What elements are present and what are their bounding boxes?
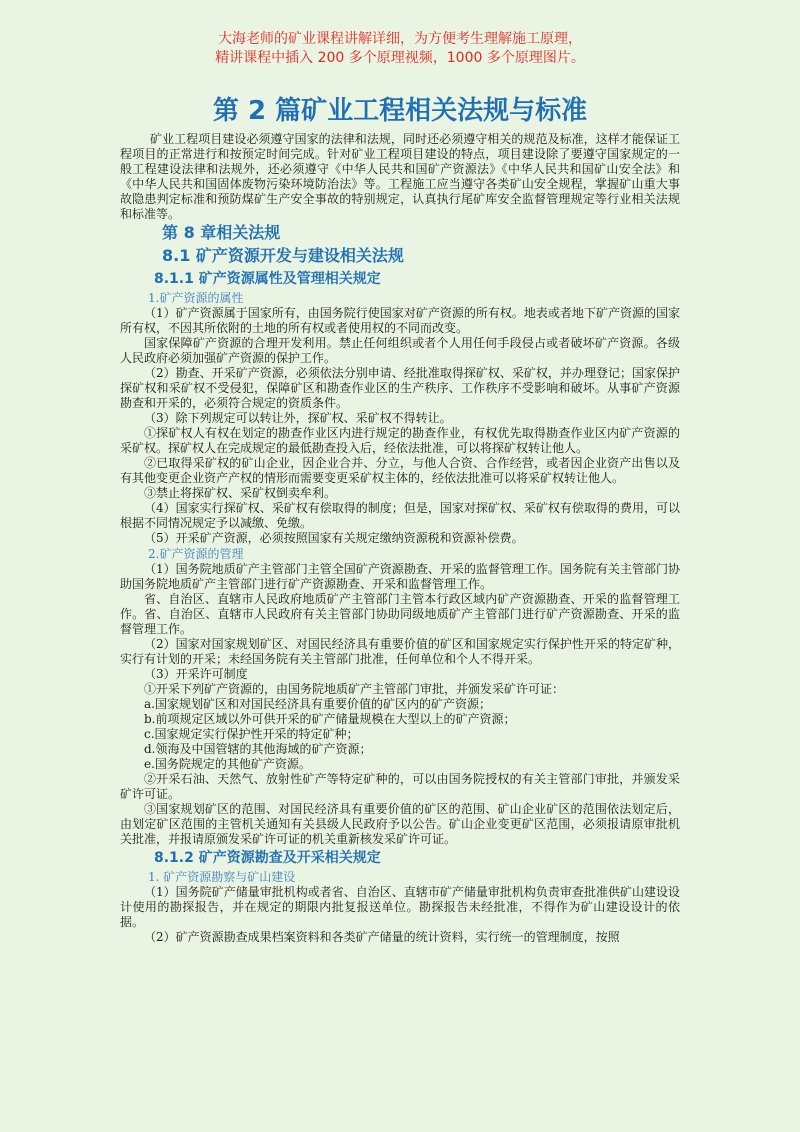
paragraph: （1）国务院地质矿产主管部门主管全国矿产资源勘查、开采的监督管理工作。国务院有关主管部门协助国务院地质矿产主管部门进行矿产资源勘查、开采和监督管理工作。 [120, 562, 680, 591]
paragraph: ③国家规划矿区的范围、对国民经济具有重要价值的矿区的范围、矿山企业矿区的范围依法划定后，由划定矿区范围的主管机关通知有关县级人民政府予以公告。矿山企业变更矿区范围，必须报请原审批机关批准，并报请原颁发采矿许可证的机关重新核发采矿许可证。 [120, 802, 680, 846]
paragraph: （2）矿产资源勘查成果档案资料和各类矿产储量的统计资料，实行统一的管理制度，按照 [144, 930, 620, 944]
item-heading-attributes: 1.矿产资源的属性 [148, 291, 244, 305]
list-item: c.国家规定实行保护性开采的特定矿种； [144, 727, 359, 741]
paragraph: （1）国务院矿产储量审批机构或者省、自治区、直辖市矿产储量审批机构负责审查批准供矿山建设设计使用的勘探报告，并在规定的期限内批复报送单位。勘探报告未经批准，不得作为矿山建设设计的依据。 [120, 885, 680, 929]
promo-notice [120, 30, 680, 68]
list-item: d.领海及中国管辖的其他海域的矿产资源； [144, 742, 372, 756]
paragraph: ②开采石油、天然气、放射性矿产等特定矿种的，可以由国务院授权的有关主管部门审批，并颁发采矿许可证。 [120, 772, 680, 801]
paragraph: （3）除下列规定可以转让外，探矿权、采矿权不得转让。 [144, 411, 452, 425]
item-heading-exploration: 1. 矿产资源勘察与矿山建设 [148, 870, 296, 884]
subsection-heading-8-1-2: 8.1.2 矿产资源勘查及开采相关规定 [154, 850, 381, 866]
paragraph: 省、自治区、直辖市人民政府地质矿产主管部门主管本行政区域内矿产资源勘查、开采的监督管理工作。省、自治区、直辖市人民政府有关主管部门协助同级地质矿产主管部门进行矿产资源勘查、开采的监督管理工作。 [120, 592, 680, 636]
item-heading-management: 2.矿产资源的管理 [148, 547, 244, 561]
paragraph: ②已取得采矿权的矿山企业，因企业合并、分立，与他人合资、合作经营，或者因企业资产出售以及有其他变更企业资产产权的情形而需要变更采矿权主体的，经依法批准可以将采矿权转让他人。 [120, 456, 680, 485]
paragraph: （4）国家实行探矿权、采矿权有偿取得的制度；但是，国家对探矿权、采矿权有偿取得的费用，可以根据不同情况规定予以减缴、免缴。 [120, 501, 680, 530]
paragraph: 国家保障矿产资源的合理开发利用。禁止任何组织或者个人用任何手段侵占或者破坏矿产资源。各级人民政府必须加强矿产资源的保护工作。 [120, 336, 680, 365]
promo-notice-line-1: 大海老师的矿业课程讲解详细，为方便考生理解施工原理， [218, 31, 582, 47]
list-item: a.国家规划矿区和对国民经济具有重要价值的矿区内的矿产资源； [144, 697, 491, 711]
part-title: 第 2 篇矿业工程相关法规与标准 [212, 96, 588, 126]
subsection-heading-8-1-1: 8.1.1 矿产资源属性及管理相关规定 [154, 271, 381, 287]
paragraph: ③禁止将探矿权、采矿权倒卖牟利。 [144, 486, 337, 500]
paragraph: （3）开采许可制度 [144, 667, 248, 681]
paragraph: （1）矿产资源属于国家所有，由国务院行使国家对矿产资源的所有权。地表或者地下矿产资源的国家所有权，不因其所依附的土地的所有权或者使用权的不同而改变。 [120, 306, 680, 335]
promo-notice-line-2: 精讲课程中插入 200 多个原理视频，1000 多个原理图片。 [215, 50, 585, 66]
paragraph: ①开采下列矿产资源的，由国务院地质矿产主管部门审批，并颁发采矿许可证： [144, 682, 565, 696]
list-item: b.前项规定区域以外可供开采的矿产储量规模在大型以上的矿产资源； [144, 712, 516, 726]
paragraph: （2）国家对国家规划矿区、对国民经济具有重要价值的矿区和国家规定实行保护性开采的特定矿种，实行有计划的开采；未经国务院有关主管部门批准，任何单位和个人不得开采。 [120, 637, 680, 666]
intro-paragraph: 矿业工程项目建设必须遵守国家的法律和法规，同时还必须遵守相关的规范及标准，这样才能保证工程项目的正常进行和按预定时间完成。针对矿业工程项目建设的特点，项目建设除了要遵守国家规定的一般工程建设法律和法规外，还必须遵守《中华人民共和国矿产资源法》《中华人民共和国矿山安全法》和《中华人民共和国固体废物污染环境防治法》等。工程施工应当遵守各类矿山安全规程，掌握矿山重大事故隐患判定标准和预防煤矿生产安全事故的特别规定，认真执行尾矿库安全监督管理规定等行业相关法规和标准等。 [120, 132, 680, 221]
paragraph: （5）开采矿产资源，必须按照国家有关规定缴纳资源税和资源补偿费。 [144, 531, 524, 545]
paragraph: （2）勘查、开采矿产资源，必须依法分别申请、经批准取得探矿权、采矿权，并办理登记；国家保护探矿权和采矿权不受侵犯，保障矿区和勘查作业区的生产秩序、工作秩序不受影响和破坏。从事矿产资源勘查和开采的，必须符合规定的资质条件。 [120, 366, 680, 410]
list-item: e.国务院规定的其他矿产资源。 [144, 757, 311, 771]
chapter-heading: 第 8 章相关法规 [162, 223, 281, 242]
section-heading: 8.1 矿产资源开发与建设相关法规 [162, 246, 404, 265]
paragraph: ①探矿权人有权在划定的勘查作业区内进行规定的勘查作业，有权优先取得勘查作业区内矿产资源的采矿权。探矿权人在完成规定的最低勘查投入后，经依法批准，可以将探矿权转让他人。 [120, 426, 680, 455]
